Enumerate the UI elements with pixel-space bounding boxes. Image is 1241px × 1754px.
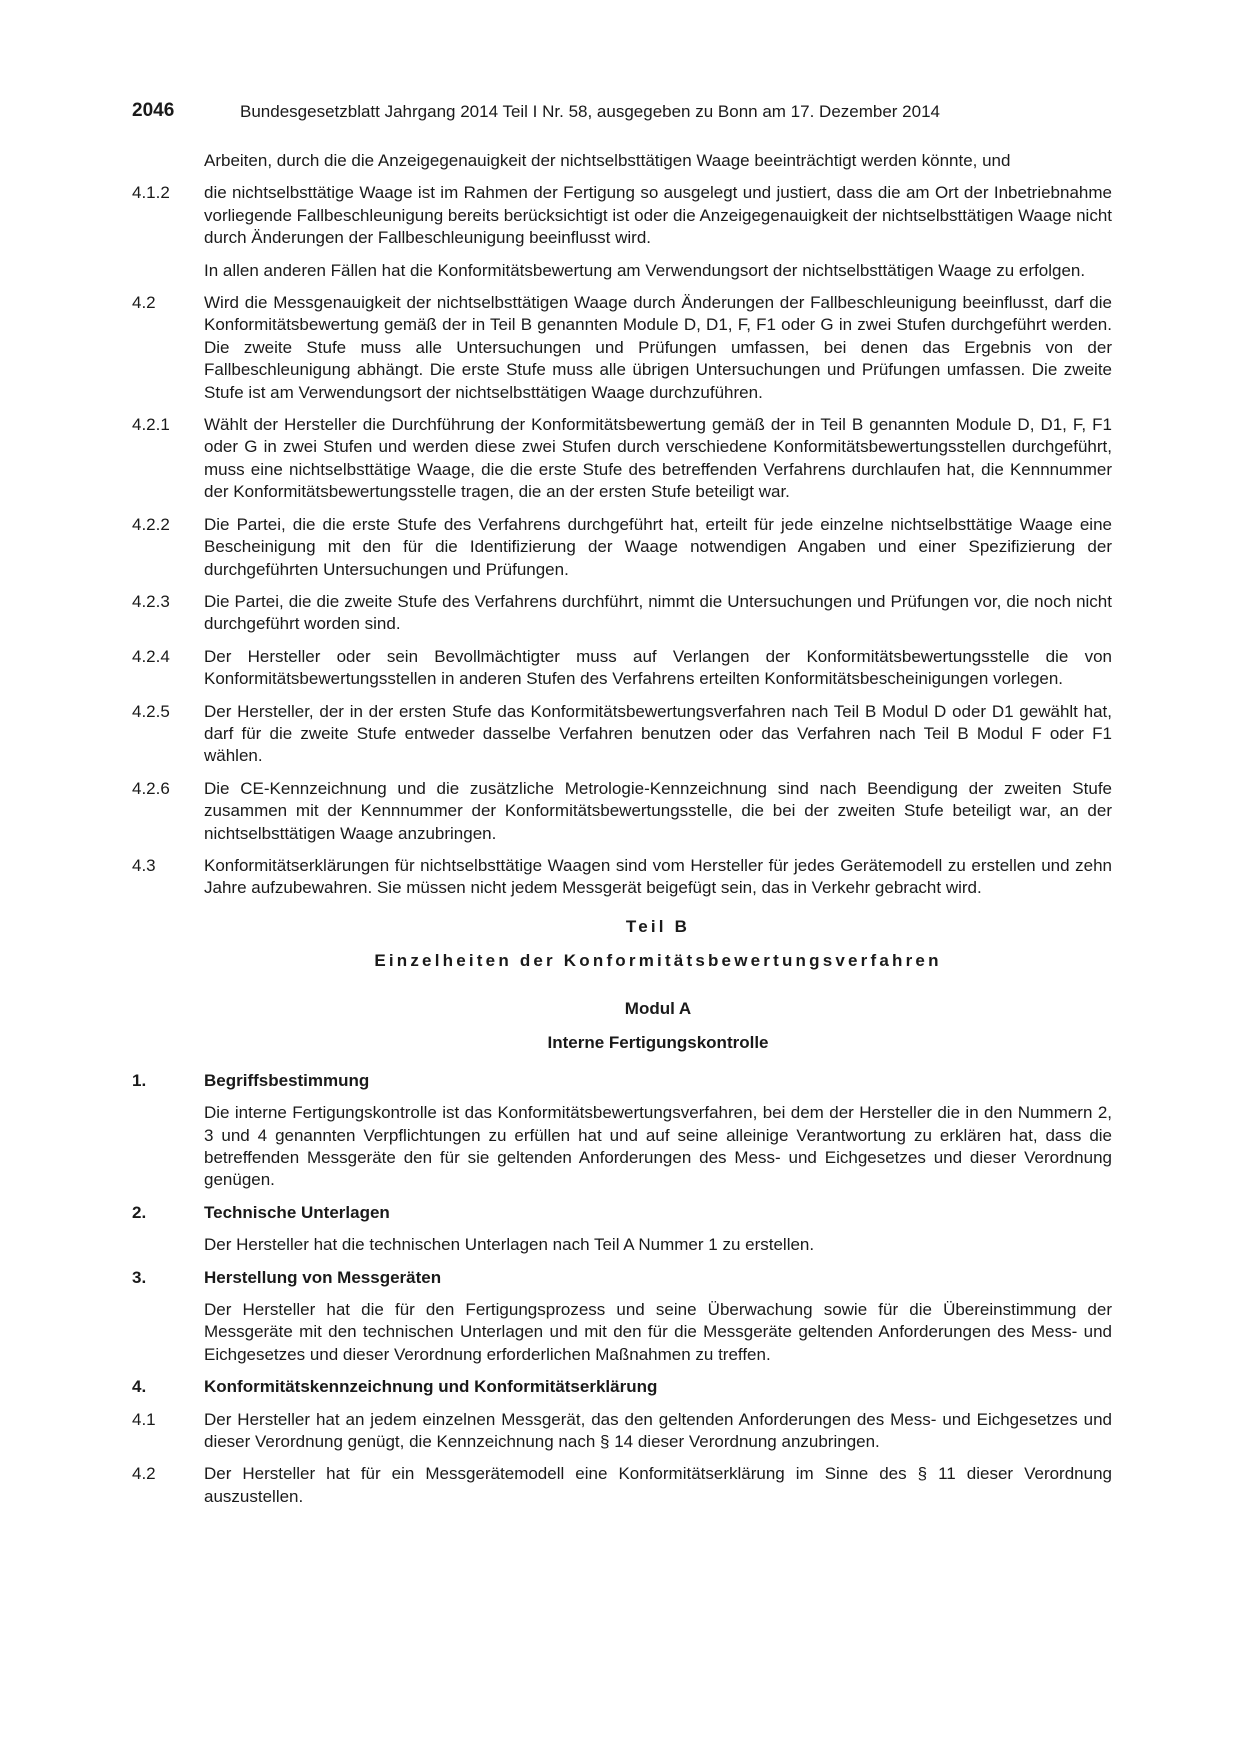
paragraph-text: Wird die Messgenauigkeit der nichtselbsttätigen Waage durch Änderungen der Fallbeschleunigung beeinflusst, darf die Konformitätsbewertung gemäß der in Teil B genannten Module D, D1, F, F1 oder G in zwei Stufen durchgeführt werden. Die zweite Stufe muss alle Untersuchungen und Prüfungen umfassen, bei denen das Ergebnis von der Fallbeschleunigung abhängt. Die erste Stufe muss alle übrigen Untersuchungen und Prüfungen umfassen. Die zweite Stufe ist am Verwendungsort der nichtselbsttätigen Waage durchzuführen. [204, 293, 1112, 402]
paragraph-text: die nichtselbsttätige Waage ist im Rahmen der Fertigung so ausgelegt und justiert, dass die am Ort der Inbetriebnahme vorliegende Fallbeschleunigung bereits berücksichtigt ist oder die Anzeigegenauigkeit der nichtselbsttätigen Waage nicht durch Änderungen der Fallbeschleunigung beeinflusst wird. [204, 183, 1112, 248]
paragraph-number: 4.2 [132, 293, 156, 313]
paragraph-text: Die Partei, die die erste Stufe des Verfahrens durchgeführt hat, erteilt für jede einzelne nichtselbsttätige Waage eine Bescheinigung mit den für die Identifizierung der Waage notwendigen Angaben und einer Spezifizierung der durchgeführten Untersuchungen und Prüfungen. [204, 514, 1112, 579]
paragraph-text: Wählt der Hersteller die Durchführung der Konformitätsbewertung gemäß der in Teil B genannten Module D, D1, F, F1 oder G in zwei Stufen und werden diese zwei Stufen durch verschiedene Konformitätsbewertungsstellen durchgeführt, muss eine nichtselbsttätige Waage, die die erste Stufe des betreffenden Verfahrens durchlaufen hat, die Kennnummer der Konformitätsbewertungsstelle tragen, die an der ersten Stufe beteiligt war. [204, 415, 1112, 502]
section-heading-text: Begriffsbestimmung [204, 1070, 370, 1090]
header-title: Bundesgesetzblatt Jahrgang 2014 Teil I Nr. 58, ausgegeben zu Bonn am 17. Dezember 2014 [240, 102, 940, 121]
paragraph [132, 1299, 1112, 1366]
paragraph-text: Der Hersteller oder sein Bevollmächtigter muss auf Verlangen der Konformitätsbewertungsstelle die von Konformitätsbewertungsstellen in anderen Stufen des Verfahrens erteilten Konformitätsbescheinigungen vorlegen. [204, 646, 1112, 689]
paragraph-number: 4.3 [132, 855, 156, 875]
section-number: 3. [132, 1267, 147, 1287]
paragraph-number: 4.2 [132, 1464, 156, 1484]
paragraph-text: Der Hersteller hat an jedem einzelnen Messgerät, das den geltenden Anforderungen des Mess- und Eichgesetzes und dieser Verordnung genügt, die Kennzeichnung nach § 14 dieser Verordnung anzubringen. [204, 1409, 1112, 1452]
paragraph-text: Die CE-Kennzeichnung und die zusätzliche Metrologie-Kennzeichnung sind nach Beendigung der zweiten Stufe zusammen mit der Kennnummer der Konformitätsbewertungsstelle, die bei der zweiten Stufe beteiligt war, an der nichtselbsttätigen Waage anzubringen. [204, 778, 1112, 843]
paragraph-number: 4.2.3 [132, 591, 170, 611]
module-subtitle: Interne Fertigungskontrolle [547, 1032, 769, 1052]
paragraph-text: Arbeiten, durch die die Anzeigegenauigkeit der nichtselbsttätigen Waage beeinträchtigt werden könnte, und [204, 151, 1011, 170]
paragraph-number: 4.1 [132, 1409, 156, 1429]
section-number: 4. [132, 1377, 147, 1397]
paragraph [132, 778, 1112, 845]
section-heading [132, 1376, 1112, 1398]
section-text: Der Hersteller hat die für den Fertigungsprozess und seine Überwachung sowie für die Übereinstimmung der Messgeräte mit den technischen Unterlagen und mit den für die Messgeräte geltenden Anforderungen des Mess- und Eichgesetzes und dieser Verordnung erforderlichen Maßnahmen zu treffen. [204, 1300, 1112, 1364]
paragraph [132, 1409, 1112, 1454]
paragraph-number: 4.1.2 [132, 183, 170, 203]
section-heading-text: Technische Unterlagen [204, 1202, 390, 1222]
paragraph [132, 591, 1112, 636]
section-text: Der Hersteller hat die technischen Unterlagen nach Teil A Nummer 1 zu erstellen. [204, 1235, 815, 1255]
paragraph [132, 646, 1112, 691]
paragraph-text: Der Hersteller hat für ein Messgerätemodell eine Konformitätserklärung im Sinne des § 11 dieser Verordnung auszustellen. [204, 1464, 1112, 1506]
paragraph [132, 1463, 1112, 1508]
paragraph-text: Die Partei, die die zweite Stufe des Verfahrens durchführt, nimmt die Untersuchungen und Prüfungen vor, die noch nicht durchgeführt worden sind. [204, 591, 1112, 634]
paragraph [132, 260, 1112, 282]
section-heading-text: Konformitätskennzeichnung und Konformitätserklärung [204, 1377, 658, 1397]
paragraph [132, 514, 1112, 581]
paragraph-number: 4.2.6 [132, 778, 170, 798]
paragraph [132, 701, 1112, 768]
paragraph-number: 4.2.4 [132, 646, 170, 666]
section-heading [132, 1267, 1112, 1289]
section-heading-text: Herstellung von Messgeräten [204, 1267, 442, 1287]
paragraph [132, 150, 1112, 172]
paragraph [132, 182, 1112, 249]
section-number: 2. [132, 1202, 147, 1222]
paragraph-number [132, 260, 204, 282]
part-subtitle: Einzelheiten der Konformitätsbewertungsverfahren [374, 950, 942, 970]
paragraph [132, 1102, 1112, 1192]
paragraph-text: Der Hersteller, der in der ersten Stufe das Konformitätsbewertungsverfahren nach Teil B Modul D oder D1 gewählt hat, darf für die zweite Stufe entweder dasselbe Verfahren benutzen oder das Verfahren nach Teil B Modul F oder F1 wählen. [204, 701, 1112, 766]
paragraph-text: In allen anderen Fällen hat die Konformitätsbewertung am Verwendungsort der nichtselbsttätigen Waage zu erfolgen. [204, 260, 1086, 280]
section-text: Die interne Fertigungskontrolle ist das Konformitätsbewertungsverfahren, bei dem der Hersteller die in den Nummern 2, 3 und 4 genannten Verpflichtungen zu erfüllen hat und auf seine alleinige Verantwortung zu erklären hat, dass die betreffenden Messgeräte den für sie geltenden Anforderungen des Mess- und Eichgesetzes und dieser Verordnung genügen. [204, 1103, 1112, 1190]
paragraph-number [132, 150, 204, 172]
paragraph [132, 414, 1112, 504]
paragraph-text: Konformitätserklärungen für nichtselbsttätige Waagen sind vom Hersteller für jedes Gerätemodell zu erstellen und zehn Jahre aufzubewahren. Sie müssen nicht jedem Messgerät beigefügt sein, das in Verkehr gebracht wird. [204, 855, 1112, 898]
section-number: 1. [132, 1070, 147, 1090]
module-title: Modul A [624, 998, 692, 1018]
paragraph-number: 4.2.5 [132, 701, 170, 721]
page-number: 2046 [132, 100, 175, 121]
paragraph-number: 4.2.1 [132, 415, 170, 435]
paragraph-number: 4.2.2 [132, 514, 170, 534]
paragraph [132, 292, 1112, 404]
section-heading [132, 1202, 1112, 1224]
part-title: Teil B [625, 916, 691, 936]
paragraph [132, 1234, 1112, 1256]
paragraph [132, 855, 1112, 900]
page-content [132, 150, 1112, 1518]
section-heading [132, 1070, 1112, 1092]
